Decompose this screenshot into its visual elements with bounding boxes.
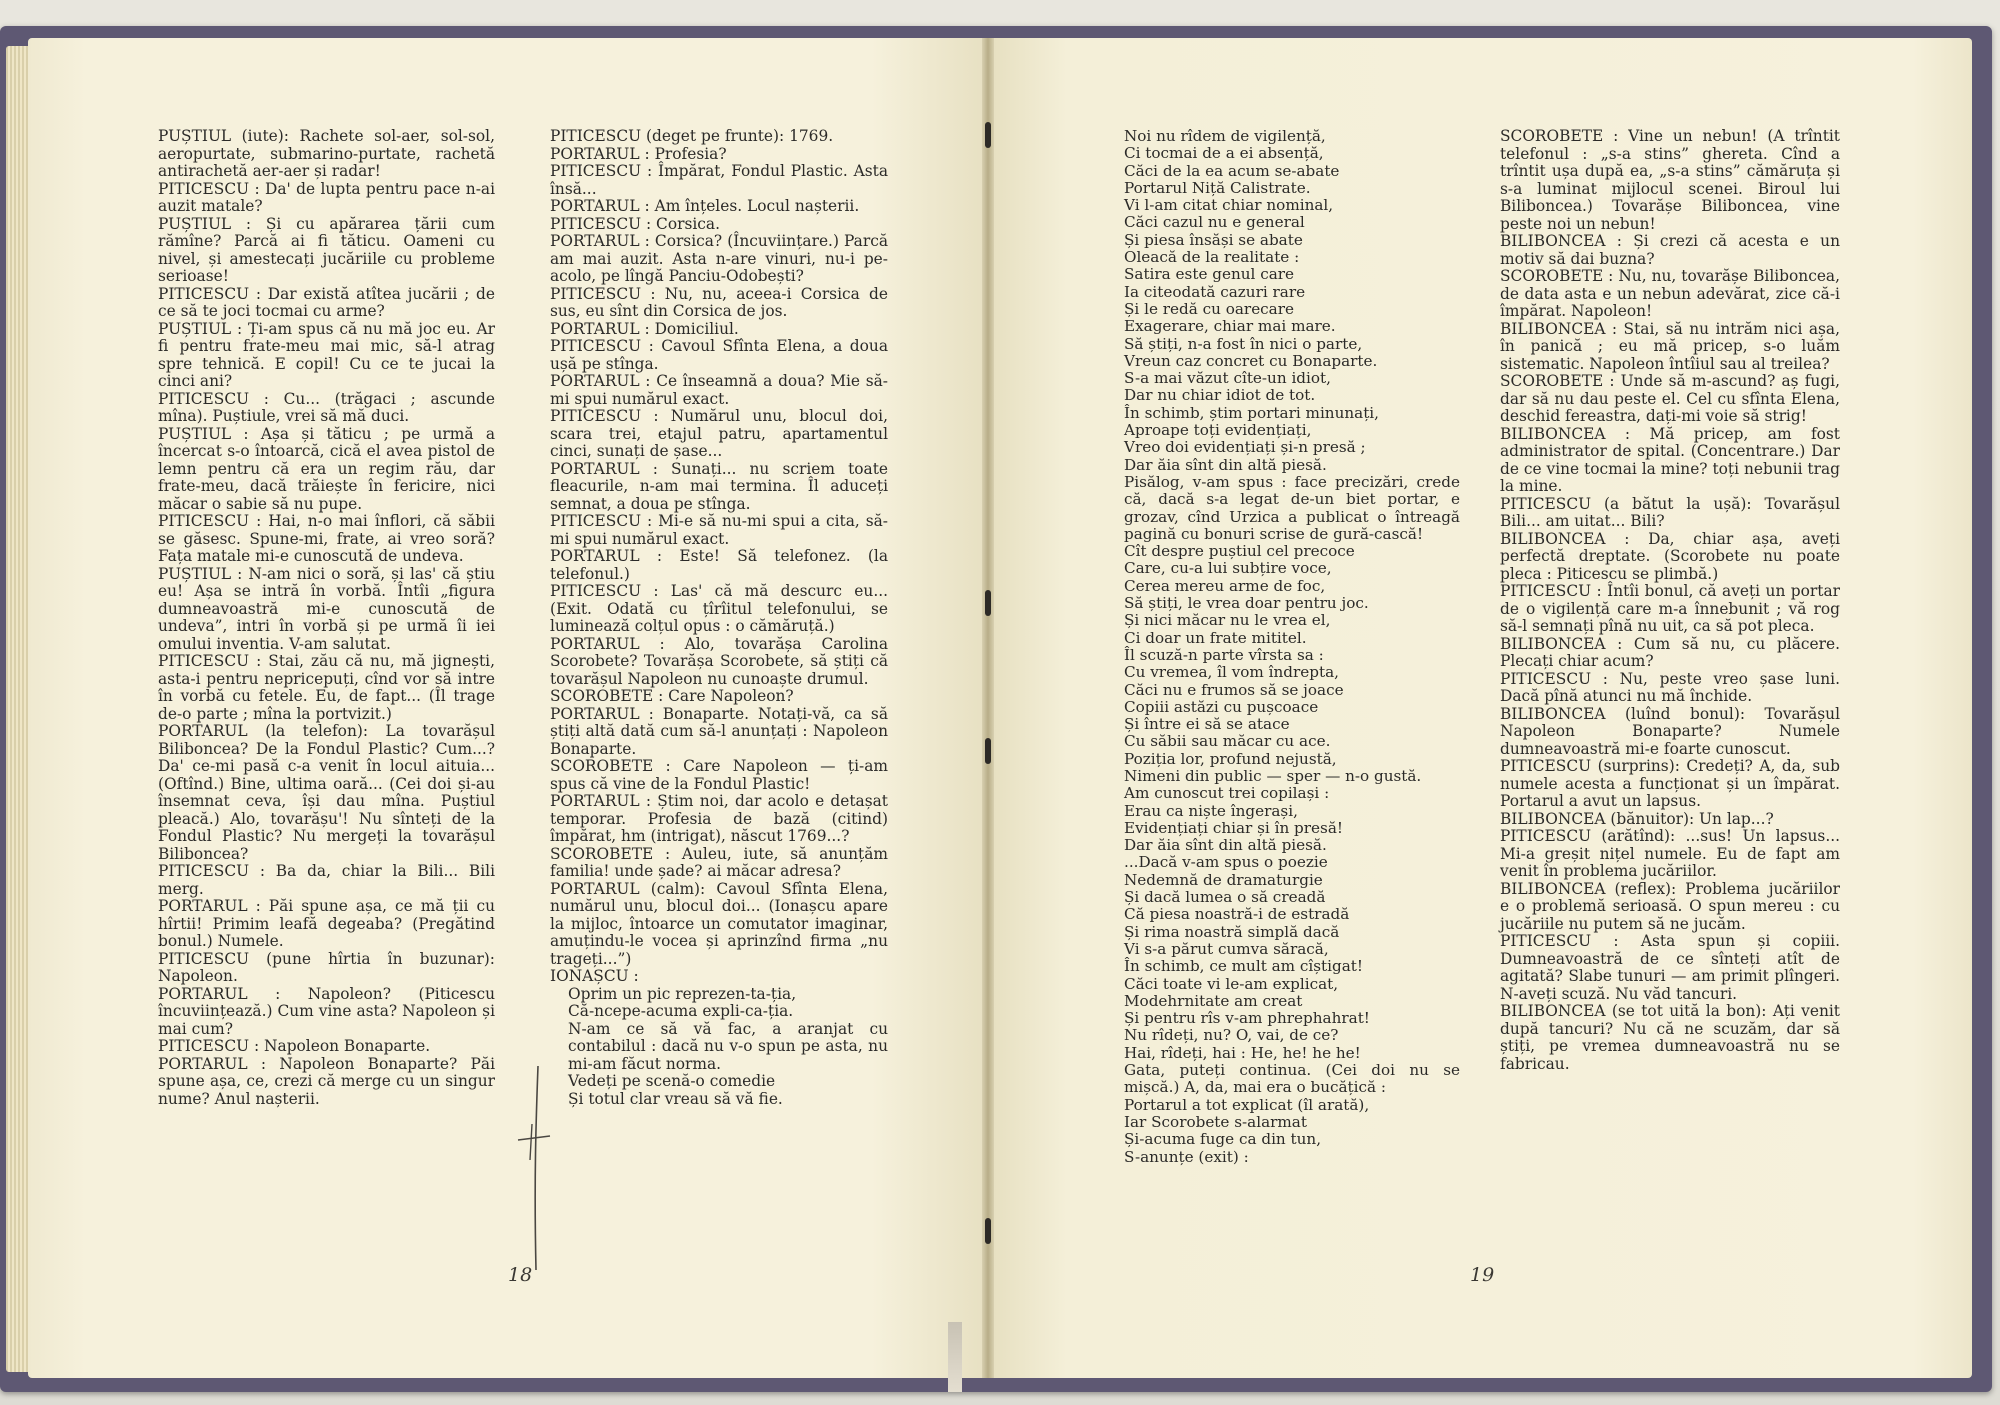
dialogue-line: PUȘTIUL : Și cu apărarea țării cum rămîne? Parcă ai fi tăticu. Oameni cu nivel, și amestecați jucăriile cu probleme serioase! bbox=[158, 214, 495, 285]
dialogue-line: PITICESCU (arătînd): ...sus! Un lapsus... Mi-a greșit nițel numele. Eu de fapt am venit în problema jucăriilor. bbox=[1500, 827, 1840, 880]
verse-line: Ci doar un frate mititel. bbox=[1124, 628, 1307, 647]
verse-line: Și dacă lumea o să creadă bbox=[1124, 888, 1326, 907]
dialogue-line: PITICESCU : Hai, n-o mai înflori, că săbii se găsesc. Spune-mi, frate, ai vreo soră? Fața matale mi-e cunoscută de undeva. bbox=[158, 512, 495, 565]
verse-line: Căci toate vi le-am explicat, bbox=[1124, 974, 1339, 993]
verse-line: Nedemnă de dramaturgie bbox=[1124, 870, 1323, 889]
verse-line: Dar ăia sînt din altă piesă. bbox=[1124, 455, 1327, 474]
dialogue-line: PORTARUL : Napoleon Bonaparte? Păi spune așa, ce, crezi că merge cu un singur nume? Anul nașterii. bbox=[158, 1054, 495, 1108]
verse-line: Erau ca niște îngerași, bbox=[1124, 801, 1298, 820]
dialogue-line: PITICESCU : Napoleon Bonaparte. bbox=[158, 1037, 431, 1055]
dialogue-line: PITICESCU : Împărat, Fondul Plastic. Asta însă... bbox=[550, 162, 888, 198]
right-column-1 bbox=[1124, 128, 1460, 1166]
dialogue-line: Pisălog, v-am spus : face precizări, crede că, dacă s-a legat de-un biet portar, e grozav, cînd Urzica a publicat o întreagă pagină cu bonuri scrise de gură-cască! bbox=[1124, 472, 1460, 543]
dialogue-line: PITICESCU : Asta spun și copiii. Dumneavoastră de ce sînteți atît de agitată? Slabe tunuri — am primit plîngeri. N-aveți scuză. Nu văd tancuri. bbox=[1500, 932, 1840, 1003]
verse-line: Și între ei să se atace bbox=[1124, 715, 1290, 734]
page-number: 19 bbox=[1470, 1264, 1495, 1286]
dialogue-line: PITICESCU : Stai, zău că nu, mă jignești, asta-i pentru nepricepuți, cînd vor să intre în vorbă cu fetele. Eu, de fapt... (Îl trage de-o parte ; mîna la portvizit.) bbox=[158, 652, 495, 723]
verse-line: Căci nu e frumos să se joace bbox=[1124, 680, 1344, 699]
dialogue-line: PITICESCU (deget pe frunte): 1769. bbox=[550, 127, 834, 145]
verse-line: Cu vremea, îl vom îndrepta, bbox=[1124, 663, 1339, 682]
dialogue-line: N-am ce să vă fac, a aranjat cu contabilul : dacă nu v-o spun pe asta, nu mi-am făcut norma. bbox=[568, 1019, 888, 1073]
verse-line: Portarul Niță Calistrate. bbox=[1124, 178, 1311, 197]
left-column-2 bbox=[550, 128, 888, 1108]
dialogue-line: PITICESCU : Da' de lupta pentru pace n-ai auzit matale? bbox=[158, 179, 495, 215]
dialogue-line: BILIBONCEA (reflex): Problema jucăriilor e o problemă serioasă. O spun mereu : cu jucăriile nu putem să ne jucăm. bbox=[1500, 879, 1840, 933]
verse-line: Și nici măcar nu le vrea el, bbox=[1124, 611, 1331, 630]
dialogue-line: PITICESCU : Numărul unu, blocul doi, scara trei, etajul patru, apartamentul cinci, sunați de șase... bbox=[550, 407, 888, 460]
verse-line: Aproape toți evidențiați, bbox=[1124, 421, 1312, 440]
dialogue-line: SCOROBETE : Vine un nebun! (A trîntit telefonul : „s-a stins” ghereta. Cînd a trîntit ușa după ea, „s-a stins” cămăruța și s-a luminat mijlocul scenei. Biroul lui Biliboncea.) Tovarășe Biliboncea, vine peste noi un nebun! bbox=[1500, 127, 1840, 233]
dialogue-line: PITICESCU : Cavoul Sfînta Elena, a doua ușă pe stînga. bbox=[550, 337, 888, 373]
dialogue-line: PORTARUL : Ce înseamnă a doua? Mie să-mi spui numărul exact. bbox=[550, 372, 888, 408]
verse-line: Satira este genul care bbox=[1124, 265, 1295, 284]
page-edges bbox=[6, 46, 30, 1372]
verse-line: Iar Scorobete s-alarmat bbox=[1124, 1112, 1307, 1131]
dialogue-line: SCOROBETE : Unde să m-ascund? aș fugi, dar să nu dau peste el. Cel cu sfînta Elena, deschid fereastra, dați-mi voie să strig! bbox=[1500, 372, 1840, 425]
verse-line: Și piesa însăși se abate bbox=[1124, 230, 1303, 249]
verse-line: Ia citeodată cazuri rare bbox=[1124, 282, 1306, 301]
dialogue-line: BILIBONCEA (bănuitor): Un lap...? bbox=[1500, 809, 1774, 828]
verse-line: S-a mai văzut cîte-un idiot, bbox=[1124, 369, 1331, 388]
dialogue-line: PORTARUL (calm): Cavoul Sfînta Elena, numărul unu, blocul doi... (Ionașcu apare la mijloc, întoarce un comutator imaginar, amuțindu-le vocea și aprinzînd firma „nu trageți...”) bbox=[550, 879, 888, 968]
dialogue-line: PITICESCU : Ba da, chiar la Bili... Bili merg. bbox=[158, 862, 495, 898]
verse-line: Căci cazul nu e general bbox=[1124, 213, 1305, 232]
dialogue-line: SCOROBETE : Care Napoleon — ți-am spus că vine de la Fondul Plastic! bbox=[550, 757, 888, 793]
dialogue-line: IONAȘCU : bbox=[550, 967, 639, 985]
binding-stitch bbox=[985, 738, 991, 764]
dialogue-line: PUȘTIUL : N-am nici o soră, și las' că știu eu! Așa se intră în vorbă. Întîi „figura dumneavoastră mi-e cunoscută de undeva”, intri în vorbă și pe urmă îi iei omului inventia. V-am salutat. bbox=[158, 564, 495, 653]
verse-line: Portarul a tot explicat (îl arată), bbox=[1124, 1095, 1370, 1114]
dialogue-line: PITICESCU (pune hîrtia în buzunar): Napoleon. bbox=[158, 949, 495, 985]
verse-line: În schimb, ce mult am cîștigat! bbox=[1124, 957, 1364, 976]
verse-line: Copiii astăzi cu pușcoace bbox=[1124, 697, 1319, 716]
verse-line: Și rima noastră simplă dacă bbox=[1124, 922, 1340, 941]
verse-line: Că piesa noastră-i de estradă bbox=[1124, 905, 1350, 924]
dialogue-line: PORTARUL : Bonaparte. Notați-vă, ca să știți altă dată cum să-l anunțați : Napoleon Bonaparte. bbox=[550, 704, 888, 758]
dialogue-line: PORTARUL : Știm noi, dar acolo e detașat temporar. Profesia de bază (citind) împărat, hm (intrigat), născut 1769...? bbox=[550, 792, 888, 845]
dialogue-line: BILIBONCEA : Da, chiar așa, aveți perfectă dreptate. (Scorobete nu poate pleca : Piticescu se plimbă.) bbox=[1500, 529, 1840, 583]
verse-line: Exagerare, chiar mai mare. bbox=[1124, 317, 1336, 336]
dialogue-line: PUȘTIUL (iute): Rachete sol-aer, sol-sol, aeropurtate, submarino-purtate, rachetă antirachetă aer-aer și radar! bbox=[158, 127, 495, 180]
dialogue-line: PORTARUL : Alo, tovarășa Carolina Scorobete? Tovarășa Scorobete, să știți că tovarășul Napoleon nu cunoaște drumul. bbox=[550, 634, 888, 688]
left-column-1 bbox=[158, 128, 495, 1108]
verse-line: Care, cu-a lui subțire voce, bbox=[1124, 559, 1332, 578]
dialogue-line: PUȘTIUL : Așa și tăticu ; pe urmă a încercat s-o întoarcă, cică el avea pistol de lemn pentru că era un regim rău, dar frate-meu, dacă trăiește în fericire, nici măcar o sabie să nu pupe. bbox=[158, 424, 495, 513]
dialogue-line: PORTARUL : Am înțeles. Locul nașterii. bbox=[550, 197, 860, 215]
verse-line: Vi s-a părut cumva săracă, bbox=[1124, 939, 1329, 958]
dialogue-line: PITICESCU : Întîi bonul, că aveți un portar de o vigilență care m-a înnebunit ; vă rog să-l semnați pînă nu uit, ca să pot pleca. bbox=[1500, 582, 1840, 635]
verse-line: Cît despre puștiul cel precoce bbox=[1124, 542, 1355, 561]
dialogue-line: PORTARUL (la telefon): La tovarășul Biliboncea? De la Fondul Plastic? Cum...? Da' ce-mi pasă c-a venit în locul aituia... (Oftînd.) Bine, ultima oară... (Cei doi și-au însemnat ceva, își dau mîna. Puștiul pleacă.) Alo, tovarășu'! Nu sînteți de la Fondul Plastic? Nu mergeți la tovarășul Biliboncea? bbox=[158, 722, 495, 863]
verse-line: Cu săbii sau măcar cu ace. bbox=[1124, 732, 1331, 751]
binding-stitch bbox=[985, 1218, 991, 1244]
binding-stitch bbox=[985, 590, 991, 616]
dialogue-line: PUȘTIUL : Ți-am spus că nu mă joc eu. Ar fi pentru frate-meu mai mic, să-l atrag spre tehnică. E copil! Cu ce te jucai la cinci ani? bbox=[158, 319, 495, 390]
dialogue-line: SCOROBETE : Nu, nu, tovarășe Biliboncea, de data asta e un nebun adevărat, zice că-i împărat. Napoleon! bbox=[1500, 267, 1840, 320]
verse-line: Vreun caz concret cu Bonaparte. bbox=[1124, 351, 1378, 370]
verse-line: ...Dacă v-am spus o poezie bbox=[1124, 853, 1328, 872]
verse-line: Și-acuma fuge ca din tun, bbox=[1124, 1130, 1322, 1149]
bookmark-ribbon bbox=[948, 1322, 962, 1392]
verse-line: Căci de la ea acum se-abate bbox=[1124, 161, 1340, 180]
dialogue-line: PITICESCU : Mi-e să nu-mi spui a cita, să-mi spui numărul exact. bbox=[550, 512, 888, 548]
verse-line: Nimeni din public — sper — n-o gustă. bbox=[1124, 766, 1422, 785]
dialogue-line: PORTARUL : Corsica? (Încuviințare.) Parcă am mai auzit. Asta n-are vinuri, nu-i pe-acolo, pe lîngă Panciu-Odobești? bbox=[550, 232, 888, 285]
dialogue-line: PORTARUL : Profesia? bbox=[550, 144, 727, 163]
verse-line: Dar nu chiar idiot de tot. bbox=[1124, 386, 1316, 405]
dialogue-line: PITICESCU (surprins): Credeți? A, da, sub numele acesta a funcționat și un împărat. Portarul a avut un lapsus. bbox=[1500, 757, 1840, 810]
dialogue-line: PITICESCU : Nu, peste vreo șase luni. Dacă pînă atunci nu mă închide. bbox=[1500, 669, 1840, 705]
dialogue-line: PITICESCU : Dar există atîtea jucării ; de ce să te joci tocmai cu arme? bbox=[158, 284, 495, 320]
dialogue-line: BILIBONCEA (luînd bonul): Tovarășul Napoleon Bonaparte? Numele dumneavoastră mi-e foarte cunoscut. bbox=[1500, 704, 1840, 758]
dialogue-line: BILIBONCEA : Și crezi că acesta e un motiv să dai buzna? bbox=[1500, 232, 1840, 268]
verse-line: Să știți, le vrea doar pentru joc. bbox=[1124, 594, 1369, 613]
dialogue-line: PORTARUL : Domiciliul. bbox=[550, 319, 739, 338]
verse-line: Să știți, n-a fost în nici o parte, bbox=[1124, 334, 1363, 353]
dialogue-line: BILIBONCEA (se tot uită la bon): Ați venit după tancuri? Nu că ne scuzăm, dar să știți, pe vremea dumneavoastră nu se fabricau. bbox=[1500, 1002, 1840, 1073]
page-number: 18 bbox=[508, 1264, 533, 1286]
verse-line: Oleacă de la realitate : bbox=[1124, 248, 1300, 267]
verse-line: Și pentru rîs v-am phrephahrat! bbox=[1124, 1009, 1370, 1028]
verse-line: Vedeți pe scenă-o comedie bbox=[568, 1072, 776, 1090]
binding-stitch bbox=[985, 122, 991, 148]
dialogue-line: PITICESCU : Cu... (trăgaci ; ascunde mîna). Puștiule, vrei să mă duci. bbox=[158, 389, 495, 425]
verse-line: Evidențiați chiar și în presă! bbox=[1124, 818, 1343, 837]
verse-line: Vreo doi evidențiați și-n presă ; bbox=[1124, 438, 1366, 457]
dialogue-line: PITICESCU : Las' că mă descurc eu... (Exit. Odată cu țîrîitul telefonului, se luminează colțul opus : o cămăruță.) bbox=[550, 582, 888, 635]
pencil-annotation-icon bbox=[510, 1060, 570, 1280]
dialogue-line: PITICESCU : Corsica. bbox=[550, 214, 720, 233]
dialogue-line: BILIBONCEA : Mă pricep, am fost administrator de spital. (Concentrare.) Dar de ce vine tocmai la mine? toți nebunii trag la mine. bbox=[1500, 424, 1840, 495]
verse-line: Îl scuză-n parte vîrsta sa : bbox=[1124, 645, 1324, 664]
dialogue-line: BILIBONCEA : Stai, să nu intrăm nici așa, în panică ; eu mă pricep, s-o luăm sistematic. Napoleon întîiul sau al treilea? bbox=[1500, 319, 1840, 373]
verse-line: Modehrnitate am creat bbox=[1124, 991, 1303, 1010]
verse-line: Dar ăia sînt din altă piesă. bbox=[1124, 836, 1327, 855]
dialogue-line: PITICESCU (a bătut la ușă): Tovarășul Bili... am uitat... Bili? bbox=[1500, 494, 1840, 530]
verse-line: Ci tocmai de a ei absență, bbox=[1124, 144, 1324, 163]
verse-line: Poziția lor, profund nejustă, bbox=[1124, 749, 1337, 768]
verse-line: Cerea mereu arme de foc, bbox=[1124, 576, 1326, 595]
dialogue-line: SCOROBETE : Auleu, iute, să anunțăm familia! unde șade? ai măcar adresa? bbox=[550, 844, 888, 880]
verse-line: Vi l-am citat chiar nominal, bbox=[1124, 196, 1334, 215]
dialogue-line: SCOROBETE : Care Napoleon? bbox=[550, 687, 794, 705]
verse-line: Că-ncepe-acuma expli-ca-ția. bbox=[568, 1002, 794, 1020]
verse-line: Oprim un pic reprezen-ta-ția, bbox=[568, 984, 797, 1003]
dialogue-line: PORTARUL : Sunați... nu scriem toate fleacurile, n-am mai termina. Îl aduceți semnat, a doua pe stînga. bbox=[550, 459, 888, 513]
dialogue-line: PORTARUL : Napoleon? (Piticescu încuviințează.) Cum vine asta? Napoleon și mai cum? bbox=[158, 984, 495, 1038]
dialogue-line: BILIBONCEA : Cum să nu, cu plăcere. Plecați chiar acum? bbox=[1500, 634, 1840, 670]
verse-line: Hai, rîdeți, hai : He, he! he he! bbox=[1124, 1043, 1361, 1062]
book-gutter bbox=[982, 38, 994, 1378]
right-column-2 bbox=[1500, 128, 1840, 1073]
dialogue-line: PORTARUL : Este! Să telefonez. (la telefonul.) bbox=[550, 547, 888, 583]
verse-line: Și totul clar vreau să vă fie. bbox=[568, 1089, 783, 1108]
verse-line: Nu rîdeți, nu? O, vai, de ce? bbox=[1124, 1026, 1339, 1045]
dialogue-line: PORTARUL : Păi spune așa, ce mă ții cu hîrtii! Primim leafă degeaba? (Pregătind bonul.) Numele. bbox=[158, 897, 495, 950]
verse-line: Noi nu rîdem de vigilență, bbox=[1124, 127, 1326, 145]
dialogue-line: PITICESCU : Nu, nu, aceea-i Corsica de sus, eu sînt din Corsica de jos. bbox=[550, 284, 888, 320]
verse-line: Și le redă cu oarecare bbox=[1124, 299, 1294, 318]
verse-line: Am cunoscut trei copilași : bbox=[1124, 784, 1330, 803]
verse-line: S-anunțe (exit) : bbox=[1124, 1147, 1249, 1166]
verse-line: În schimb, știm portari minunați, bbox=[1124, 403, 1379, 422]
dialogue-line: Gata, puteți continua. (Cei doi nu se mișcă.) A, da, mai era o bucățică : bbox=[1124, 1061, 1460, 1097]
